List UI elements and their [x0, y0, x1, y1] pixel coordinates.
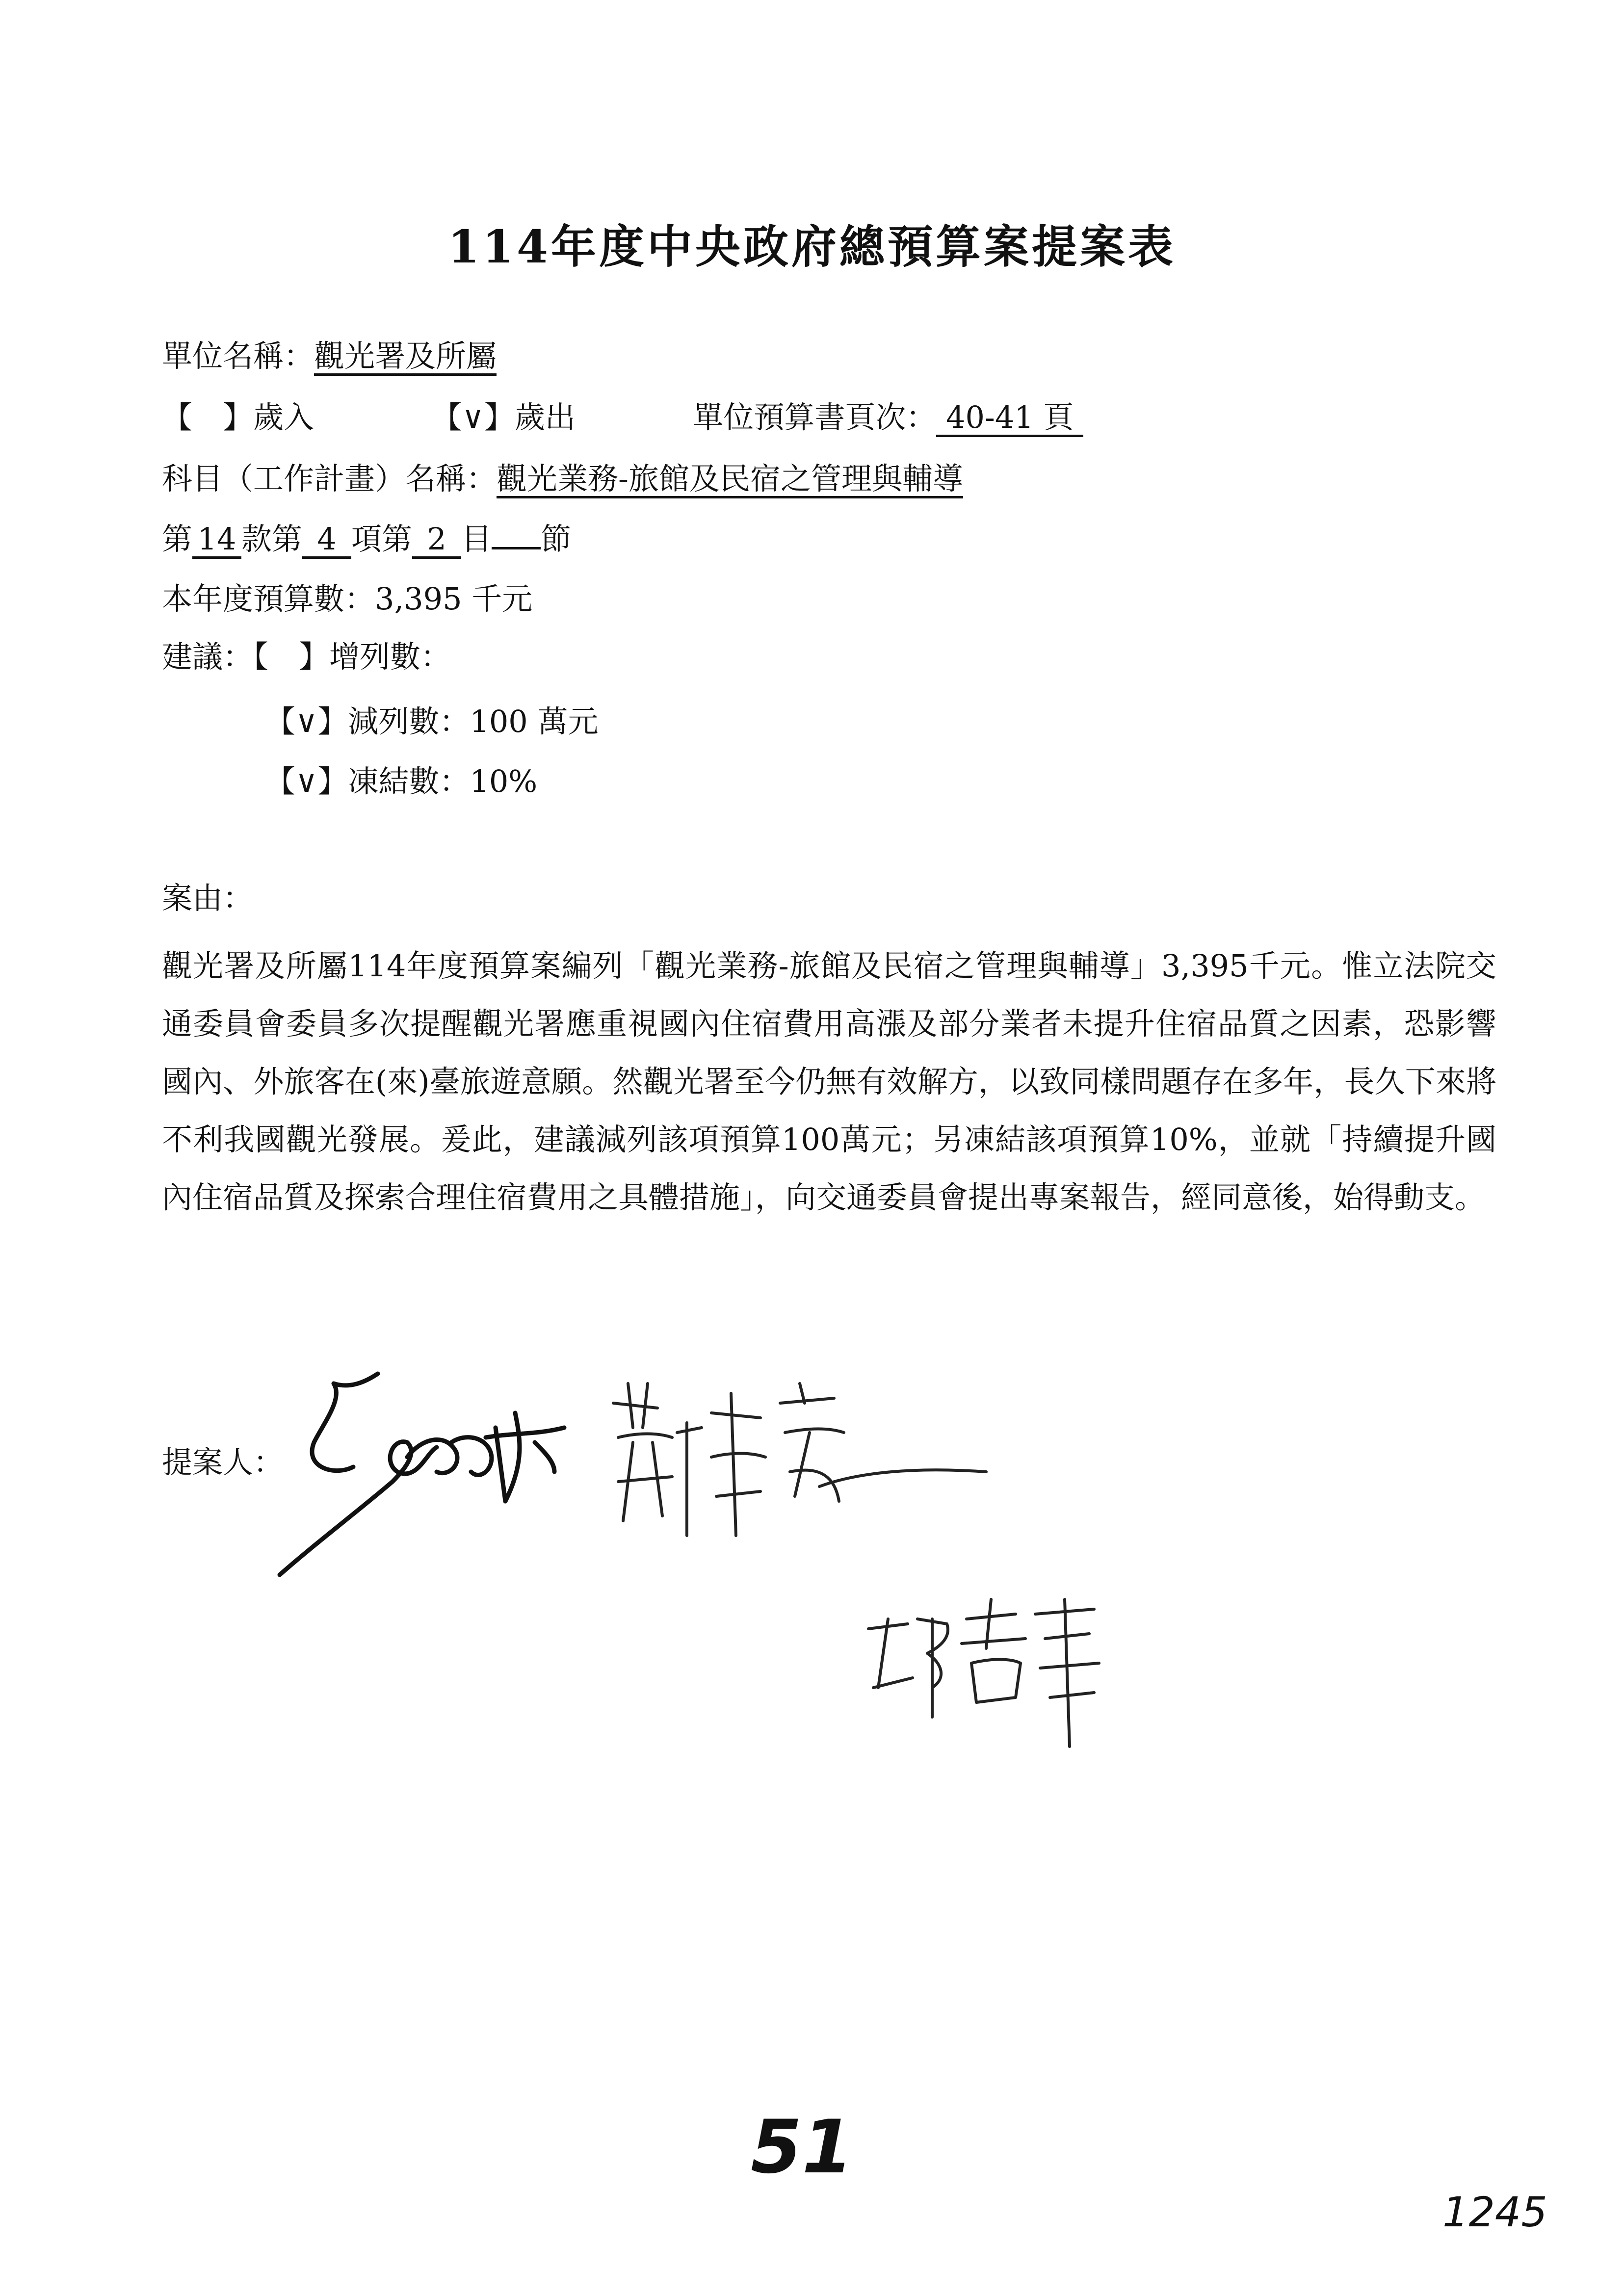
budget-value: 3,395 千元 — [375, 581, 533, 617]
freeze-row — [265, 763, 538, 799]
expense-checkbox: 【∨】 — [431, 399, 515, 435]
signature-3 — [859, 1590, 1133, 1756]
freeze-checkbox: 【∨】 — [265, 763, 348, 799]
section-row — [162, 521, 572, 559]
section-text-5: 節 — [541, 521, 572, 557]
subject-label: 科目（工作計畫）名稱： — [162, 461, 497, 496]
corner-number: 1245 — [1442, 2188, 1547, 2236]
revenue-checkbox: 【 】 — [162, 399, 254, 435]
increase-checkbox: 【 】 — [253, 639, 330, 675]
proposer-label: 提案人： — [162, 1444, 284, 1480]
page-number: 51 — [751, 2105, 853, 2190]
revenue-expense-row — [162, 399, 1084, 437]
freeze-text: 凍結數：10% — [348, 763, 538, 799]
subject-value: 觀光業務-旅館及民宿之管理與輔導 — [497, 464, 963, 498]
reason-body: 觀光署及所屬114年度預算案編列「觀光業務-旅館及民宿之管理與輔導」3,395千元。惟立法院交通委員會委員多次提醒觀光署應重視國內住宿費用高漲及部分業者未提升住宿品質之因素，恐影響國內、外旅客在(來)臺旅遊意願。然觀光署至今仍無有效解方，以致同樣問題存在多年，長久下來將不利我國觀光發展。爰此，建議減列該項預算100萬元；另凍結該項預算10%，並就「持續提升國內住宿品質及探索合理住宿費用之具體措施」，向交通委員會提出專案報告，經同意後，始得動支。 — [162, 948, 1496, 1215]
unit-row — [162, 338, 497, 376]
section-text-2: 款第 — [241, 521, 303, 557]
jie-value — [492, 545, 541, 549]
section-text-4: 目 — [461, 521, 492, 557]
reason-label: 案由： — [162, 880, 254, 916]
signature-2 — [603, 1374, 996, 1580]
budget-label: 本年度預算數： — [162, 581, 375, 617]
revenue-label: 歲入 — [253, 399, 314, 435]
suggestion-label: 建議： — [162, 639, 254, 675]
section-text-1: 第 — [162, 521, 193, 557]
increase-text: 增列數： — [329, 639, 451, 675]
unit-label: 單位名稱： — [162, 338, 314, 374]
kuan-value: 14 — [192, 524, 241, 559]
unit-value: 觀光署及所屬 — [314, 341, 497, 376]
page-ref-label: 單位預算書頁次： — [693, 399, 937, 435]
expense-label: 歲出 — [514, 399, 576, 435]
budget-row — [162, 581, 533, 617]
suggestion-row — [162, 639, 451, 675]
decrease-checkbox: 【∨】 — [265, 704, 348, 739]
decrease-text: 減列數：100 萬元 — [348, 704, 599, 739]
signature-1 — [260, 1354, 574, 1590]
page-title: 114年度中央政府總預算案提案表 — [447, 220, 1177, 273]
decrease-row — [265, 706, 598, 737]
page-ref-value: 40-41 頁 — [936, 402, 1083, 437]
mu-value: 2 — [412, 524, 461, 559]
section-text-3: 項第 — [351, 521, 413, 557]
subject-row — [162, 461, 963, 498]
xiang-value: 4 — [302, 524, 351, 559]
